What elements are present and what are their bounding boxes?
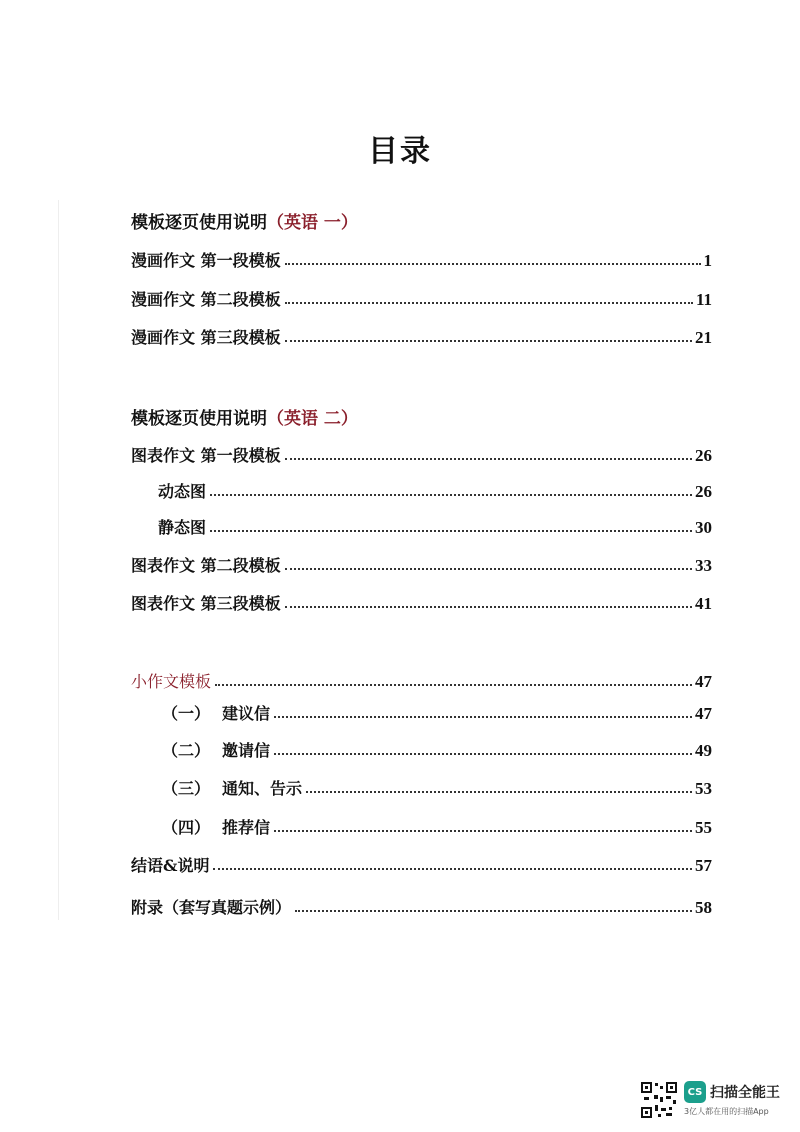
- qr-code-icon: [640, 1081, 678, 1119]
- toc-entry[interactable]: [131, 892, 712, 918]
- toc-page-number: 26: [695, 482, 712, 501]
- dot-leader: [210, 494, 692, 496]
- toc-page-number: 21: [695, 328, 712, 347]
- toc-entry-small-essay[interactable]: [131, 666, 712, 692]
- dot-leader: [274, 753, 692, 755]
- toc-entry[interactable]: [162, 812, 712, 838]
- toc-page-number: 47: [695, 704, 712, 723]
- watermark-brand: 扫描全能王: [710, 1085, 780, 1101]
- toc-label: 静态图: [158, 518, 207, 537]
- toc-number: （二）: [162, 741, 211, 760]
- watermark-tagline: 3亿人都在用的扫描App: [684, 1107, 769, 1116]
- toc-label: 动态图: [158, 482, 207, 501]
- toc-entry[interactable]: [131, 284, 712, 310]
- toc-label: 附录（套写真题示例）: [131, 898, 292, 917]
- section-heading-highlight: （英语 一）: [267, 213, 358, 233]
- dot-leader: [285, 568, 692, 570]
- toc-entry[interactable]: [158, 512, 712, 538]
- toc-page-number: 11: [695, 290, 712, 309]
- toc-page-number: 55: [695, 818, 712, 837]
- dot-leader: [295, 910, 692, 912]
- toc-page-number: 53: [695, 779, 712, 798]
- camscanner-logo-icon: CS: [684, 1081, 706, 1103]
- dot-leader: [285, 263, 701, 265]
- section-heading-text: 模板逐页使用说明: [131, 409, 267, 429]
- toc-entry[interactable]: [131, 850, 712, 876]
- toc-label: 通知、告示: [222, 779, 303, 798]
- toc-page-number: 26: [695, 446, 712, 465]
- toc-label: 邀请信: [222, 741, 271, 760]
- section-heading-text: 模板逐页使用说明: [131, 213, 267, 233]
- dot-leader: [285, 302, 693, 304]
- section-heading-english-2: [131, 404, 358, 429]
- toc-page-number: 49: [695, 741, 712, 760]
- toc-page-number: 33: [695, 556, 712, 575]
- toc-entry[interactable]: [131, 550, 712, 576]
- toc-label: 推荐信: [222, 818, 271, 837]
- toc-number: （三）: [162, 779, 211, 798]
- toc-entry[interactable]: [131, 440, 712, 466]
- dot-leader: [285, 606, 692, 608]
- dot-leader: [274, 716, 692, 718]
- toc-entry[interactable]: [162, 773, 712, 799]
- toc-number: （四）: [162, 818, 211, 837]
- dot-leader: [285, 458, 692, 460]
- toc-label: 漫画作文 第二段模板: [131, 290, 281, 309]
- toc-entry[interactable]: [162, 698, 712, 724]
- page-title: 目录: [368, 134, 432, 169]
- section-heading-english-1: [131, 208, 358, 233]
- dot-leader: [306, 791, 692, 793]
- toc-entry[interactable]: [131, 588, 712, 614]
- toc-page-number: 58: [695, 898, 712, 917]
- scanner-watermark: [640, 1078, 790, 1122]
- toc-label: 漫画作文 第三段模板: [131, 328, 281, 347]
- toc-entry[interactable]: [162, 735, 712, 761]
- toc-entry[interactable]: [131, 322, 712, 348]
- toc-label: 图表作文 第三段模板: [131, 594, 281, 613]
- section-heading-highlight: （英语 二）: [267, 409, 358, 429]
- toc-entry[interactable]: [158, 476, 712, 502]
- toc-page-number: 1: [703, 251, 712, 270]
- dot-leader: [285, 340, 692, 342]
- dot-leader: [213, 868, 692, 870]
- page-edge: [58, 200, 59, 920]
- toc-page-number: 30: [695, 518, 712, 537]
- dot-leader: [274, 830, 692, 832]
- toc-label: 结语&说明: [131, 856, 210, 875]
- toc-label: 图表作文 第二段模板: [131, 556, 281, 575]
- dot-leader: [215, 684, 692, 686]
- toc-label: 漫画作文 第一段模板: [131, 251, 281, 270]
- toc-entry[interactable]: [131, 245, 712, 271]
- toc-page-number: 47: [695, 672, 712, 691]
- toc-label: 建议信: [222, 704, 271, 723]
- toc-page-number: 57: [695, 856, 712, 875]
- toc-page-number: 41: [695, 594, 712, 613]
- toc-label: 小作文模板: [131, 672, 212, 691]
- toc-number: （一）: [162, 704, 211, 723]
- dot-leader: [210, 530, 692, 532]
- toc-label: 图表作文 第一段模板: [131, 446, 281, 465]
